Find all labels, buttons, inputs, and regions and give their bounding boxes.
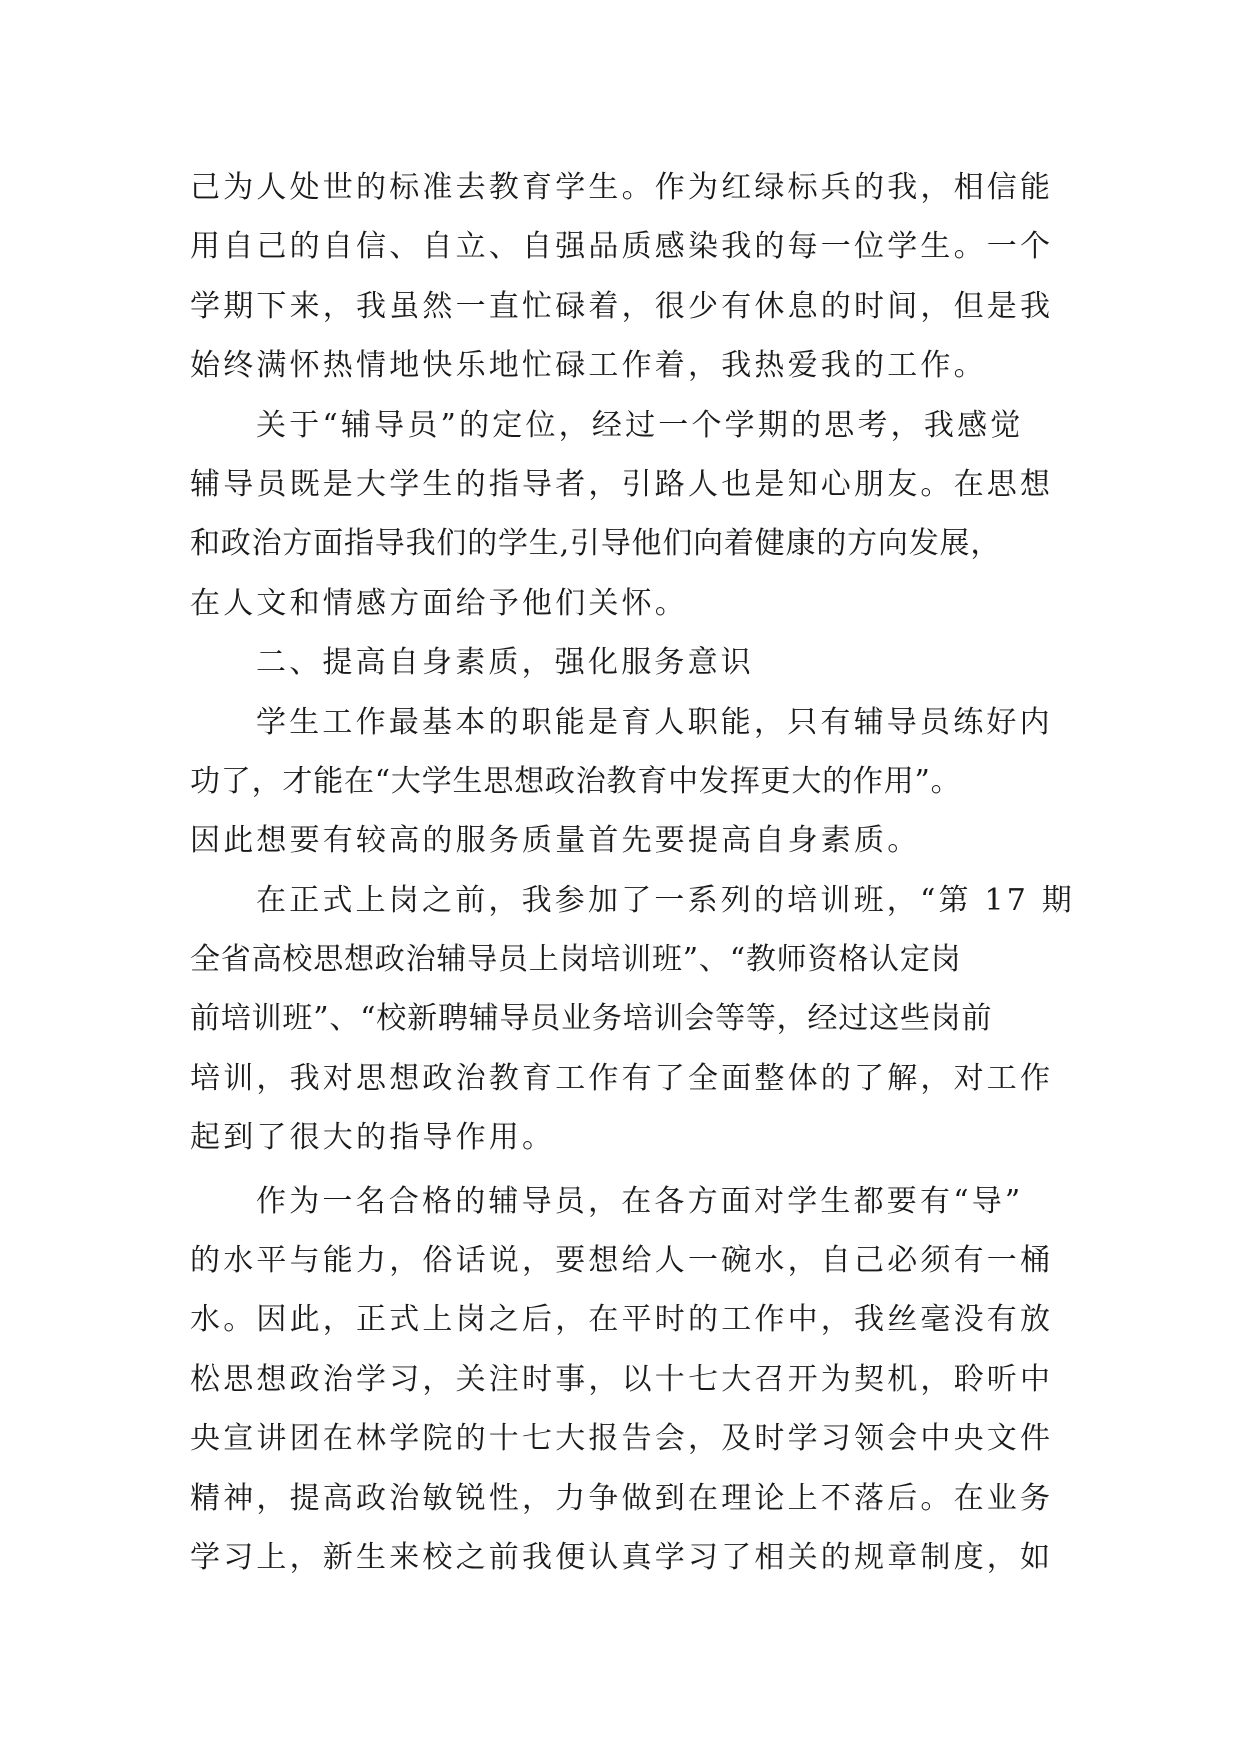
paragraph-first-line: 作为一名合格的辅导员，在各方面对学生都要有“导” <box>256 1183 1024 1219</box>
text-line: 水。因此，正式上岗之后，在平时的工作中，我丝毫没有放 <box>190 1302 1054 1338</box>
text-line: 始终满怀热情地快乐地忙碌工作着，我热爱我的工作。 <box>190 348 987 384</box>
text-line: 己为人处世的标准去教育学生。作为红绿标兵的我，相信能 <box>190 170 1054 205</box>
text-line: 学期下来，我虽然一直忙碌着，很少有休息的时间，但是我 <box>190 288 1054 324</box>
text-line: 全省高校思想政治辅导员上岗培训班”、“教师资格认定岗 <box>190 942 962 978</box>
body-text <box>190 158 1075 1587</box>
paragraph-first-line: 关于“辅导员”的定位，经过一个学期的思考，我感觉 <box>256 407 1024 443</box>
text-line: 和政治方面指导我们的学生,引导他们向着健康的方向发展， <box>190 526 1002 562</box>
paragraph-first-line: 学生工作最基本的职能是育人职能，只有辅导员练好内 <box>256 704 1053 740</box>
text-line: 辅导员既是大学生的指导者，引路人也是知心朋友。在思想 <box>190 466 1054 502</box>
paragraph-first-line: 在正式上岗之前，我参加了一系列的培训班，“第 17 期 <box>256 882 1075 918</box>
text-line: 功了，才能在“大学生思想政治教育中发挥更大的作用”。 <box>190 763 962 799</box>
section-heading: 二、提高自身素质，强化服务意识 <box>256 645 754 681</box>
text-line: 的水平与能力，俗话说，要想给人一碗水，自己必须有一桶 <box>190 1243 1054 1279</box>
text-line: 在人文和情感方面给予他们关怀。 <box>190 585 688 621</box>
text-line: 央宣讲团在林学院的十七大报告会，及时学习领会中央文件 <box>190 1421 1054 1457</box>
text-line: 因此想要有较高的服务质量首先要提高自身素质。 <box>190 823 921 859</box>
text-line: 学习上，新生来校之前我便认真学习了相关的规章制度，如 <box>190 1539 1054 1575</box>
text-line: 精神，提高政治敏锐性，力争做到在理论上不落后。在业务 <box>190 1480 1054 1516</box>
text-line: 前培训班”、“校新聘辅导员业务培训会等等，经过这些岗前 <box>190 1001 993 1037</box>
text-line: 起到了很大的指导作用。 <box>190 1120 556 1156</box>
text-line: 用自己的自信、自立、自强品质感染我的每一位学生。一个 <box>190 229 1054 265</box>
text-line: 松思想政治学习，关注时事，以十七大召开为契机，聆听中 <box>190 1361 1054 1397</box>
text-line: 培训，我对思想政治教育工作有了全面整体的了解，对工作 <box>190 1060 1054 1096</box>
